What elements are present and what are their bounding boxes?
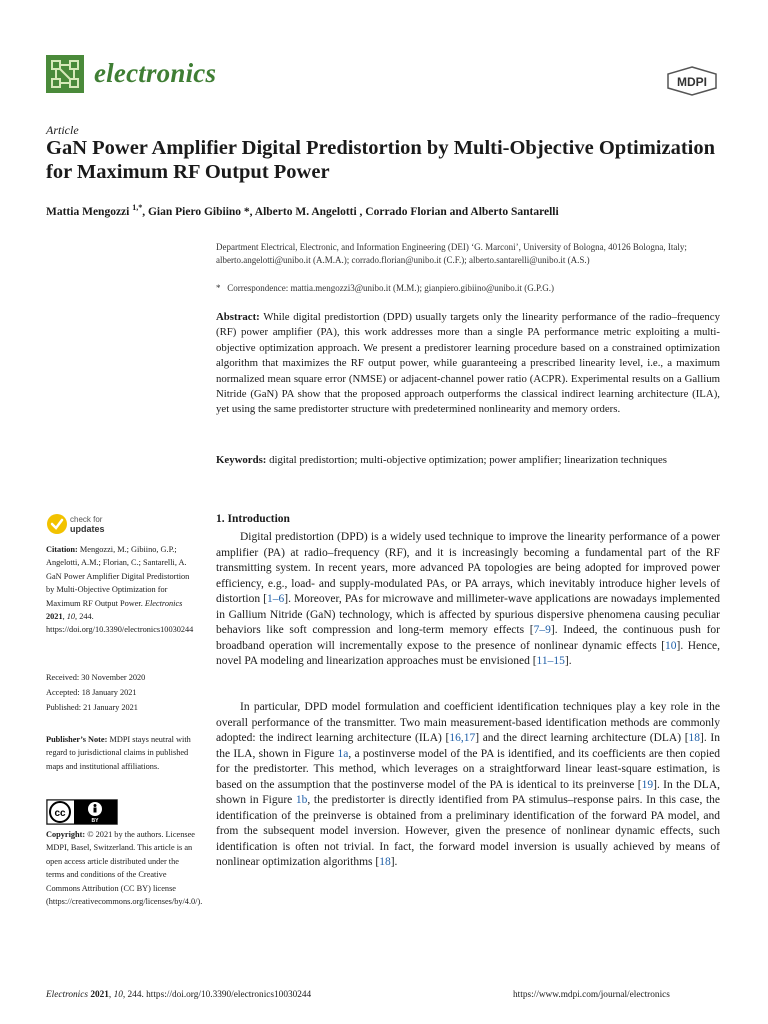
citation-link[interactable]: 7–9 (533, 624, 551, 636)
author-list: Mattia Mengozzi $^{1,*}$, Gian Piero Gibiino *, Alberto M. Angelotti , Corrado Florian and Alberto Santarelli (46, 203, 559, 218)
citation-link[interactable]: 18 (688, 732, 701, 744)
journal-name: electronics (94, 58, 217, 88)
article-type: Article (46, 123, 79, 137)
figure-link[interactable]: 1b (295, 794, 308, 806)
cc-by-license-icon[interactable] (46, 799, 118, 825)
citation-block: Citation: Mengozzi, M.; Gibiino, G.P.; Angelotti, A.M.; Florian, C.; Santarelli, A. GaN Power Amplifier Digital Predistortion by Multi-Objective Optimization for Maximum RF Output Power. Electronics 2021, 10, 244. https://doi.org/10.3390/electronics10030244 (46, 545, 194, 635)
paragraph-1: Digital predistortion (DPD) is a widely used technique to improve the linearity performance of a power amplifier (PA) at radio–frequency (RF), and it is increasingly becoming a fundamental part of the RF transmitting system. In recent years, more advanced PA topologies are being adopted for improved power efficiency, e.g., load- and supply-modulated PAs, or PA arrays, which inevitably introduce higher levels of distortion [1–6]. Moreover, PAs for microwave and millimeter-wave applications are nowadays implemented in Gallium Nitride (GaN) technology, which is affected by spurious dispersive phenomena causing peculiar behaviors like soft compression and long-term memory effects [7–9]. Indeed, the continuous push for broadband operation will incrementally expose to the presence of nonlinear dynamic effects [10]. Hence, novel PA modeling and linearization approaches must be envisioned [11–15]. (216, 531, 720, 667)
citation-link[interactable]: 16,17 (449, 732, 476, 744)
copyright-notice: Copyright: © 2021 by the authors. Licensee MDPI, Basel, Switzerland. This article is an open access article distributed under the terms and conditions of the Creative Commons Attribution (CC BY) license (https://creativecommons.org/licenses/by/4.0/). (46, 830, 203, 907)
received-date: Received: 30 November 2020 (46, 673, 146, 682)
check-for-updates-button[interactable] (46, 513, 176, 535)
svg-text:cc: cc (54, 808, 66, 819)
mdpi-logo (666, 66, 718, 96)
affiliation: Department Electrical, Electronic, and Information Engineering (DEI) ‘G. Marconi’, University of Bologna, 40126 Bologna, Italy; alberto.angelotti@unibo.it (A.M.A.); corrado.florian@unibo.it (C.F.); alberto.santarelli@unibo.it (A.S.) (216, 242, 687, 265)
keywords: Keywords: digital predistortion; multi-objective optimization; power amplifier; linearization techniques (216, 454, 667, 466)
citation-link[interactable]: 11–15 (536, 655, 565, 667)
section-heading: 1. Introduction (216, 513, 290, 525)
svg-text:BY: BY (91, 818, 99, 824)
footer-journal-url[interactable]: https://www.mdpi.com/journal/electronics (513, 990, 670, 1000)
citation-link[interactable]: 19 (641, 778, 654, 791)
footer-citation: Electronics 2021, 10, 244. https://doi.org/10.3390/electronics10030244 (46, 990, 312, 1000)
abstract: Abstract: While digital predistortion (DPD) usually targets only the linearity performance of the radio–frequency (RF) power amplifier (PA), this work addresses more than a single PA performance metric exploiting a multi-objective optimization approach. We present a predistorer learning procedure based on a constrained optimization algorithm that maximizes the RF output power, while guaranteeing a prescribed linearity level, i.e., a maximum normalized mean square error (NMSE) or adjacent-channel power ratio (ACPR). Experimental results on a Gallium Nitride (GaN) PA show that the proposed approach outperforms the classical indirect learning architecture (ILA), yet using the same predistorter structure with predetermined nonlinearity and memory orders. (216, 311, 720, 416)
journal-logo-icon (46, 55, 84, 93)
paragraph-2: In particular, DPD model formulation and coefficient identification techniques play a key role in the overall performance of the transmitter. Two main measurement-based identification methods are commonly adopted: the indirect learning architecture (ILA) [16,17] and the direct learning architecture (DLA) [18]. In the ILA, shown in Figure 1a, a postinverse model of the PA is identified, and its coefficients are then copied for the predistorter. This method, which leverages on a straightforward linear least-square estimation, is based on the assumption that the postinverse model of the PA is identical to its preinverse [19]. In the DLA, shown in Figure 1b, the predistorter is directly identified from PA stimulus–response pairs. In this case, the identification of the preinverse is obtained from a preliminary identification of the forward PA model, and from the subsequent model inversion. However, given the presence of nonlinear dynamic effects, such identification is often not trivial. In fact, the forward model inversion is usually achieved by means of nonlinear optimization algorithms [18]. (216, 701, 721, 868)
citation-link[interactable]: 1–6 (266, 593, 285, 605)
svg-text:check for: check for (70, 515, 103, 524)
published-date: Published: 21 January 2021 (46, 703, 138, 712)
citation-link[interactable]: 18 (379, 856, 391, 868)
figure-link[interactable]: 1a (337, 747, 349, 760)
citation-link[interactable]: 10 (665, 639, 677, 652)
correspondence: * Correspondence: mattia.mengozzi3@unibo.it (M.M.); gianpiero.gibiino@unibo.it (G.P.G.) (216, 283, 555, 293)
accepted-date: Accepted: 18 January 2021 (46, 688, 137, 697)
svg-text:MDPI: MDPI (677, 75, 707, 89)
publisher-note: Publisher’s Note: MDPI stays neutral with regard to jurisdictional claims in published maps and institutional affiliations. (46, 735, 191, 771)
svg-text:updates: updates (70, 524, 105, 534)
article-title: GaN Power Amplifier Digital Predistortion by Multi-Objective Optimization for Maximum RF Output Power (46, 137, 716, 183)
